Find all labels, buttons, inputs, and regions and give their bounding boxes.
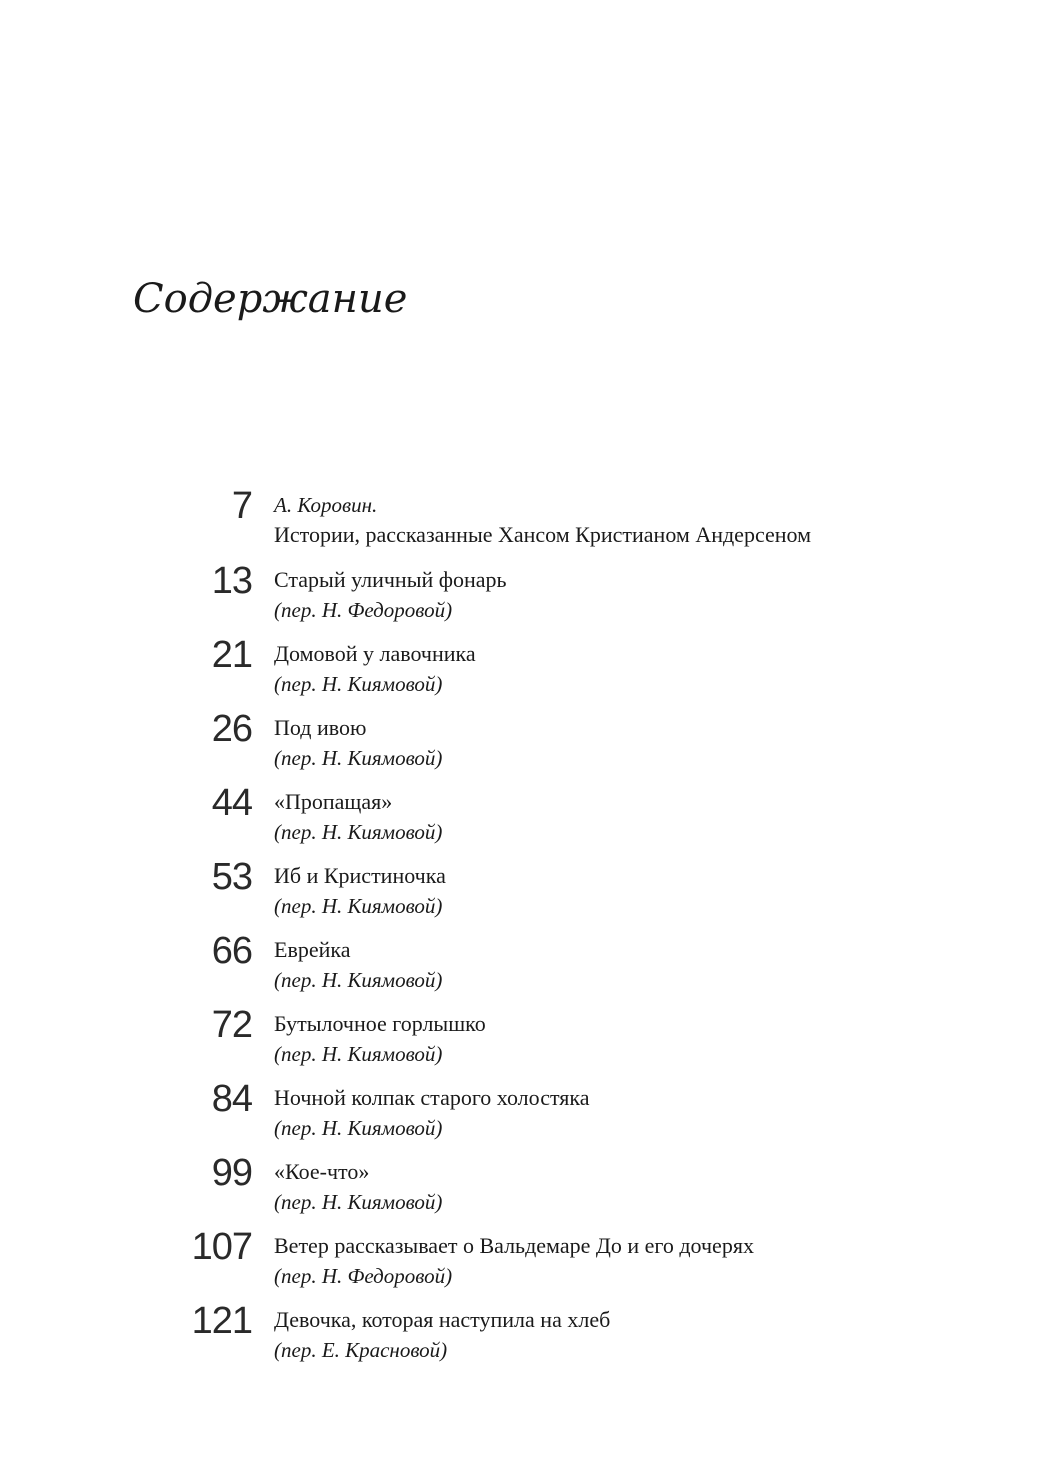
toc-title: Ветер рассказывает о Вальдемаре До и его дочерях <box>274 1233 754 1258</box>
page-title: Содержание <box>133 276 408 322</box>
toc-translator: (пер. Н. Федоровой) <box>274 598 453 622</box>
toc-title: Еврейка <box>274 937 351 962</box>
toc-page-number: 84 <box>211 1078 252 1120</box>
toc-translator: (пер. Н. Киямовой) <box>274 1042 443 1066</box>
toc-page-number: 121 <box>191 1300 252 1342</box>
toc-entry[interactable] <box>0 485 1040 560</box>
toc-title: «Пропащая» <box>274 789 393 814</box>
toc-title: Старый уличный фонарь <box>274 567 507 592</box>
toc-entry[interactable] <box>0 1300 1040 1375</box>
toc-page-number: 13 <box>211 560 252 602</box>
toc-entry[interactable] <box>0 856 1040 931</box>
toc-title: Домовой у лавочника <box>274 641 476 666</box>
toc-title: Иб и Кристиночка <box>274 863 446 888</box>
toc-page-number: 66 <box>211 930 252 972</box>
toc-translator: (пер. Н. Киямовой) <box>274 968 443 992</box>
toc-translator: (пер. Н. Киямовой) <box>274 672 443 696</box>
toc-page-number: 107 <box>191 1226 252 1268</box>
toc-translator: (пер. Н. Киямовой) <box>274 1190 443 1214</box>
toc-entry[interactable] <box>0 1226 1040 1301</box>
toc-title: Бутылочное горлышко <box>274 1011 486 1036</box>
toc-page-number: 44 <box>211 782 252 824</box>
toc-title: Девочка, которая наступила на хлеб <box>274 1307 611 1332</box>
toc-translator: (пер. Н. Федоровой) <box>274 1264 453 1288</box>
toc-title: «Кое-что» <box>274 1159 370 1184</box>
toc-page-number: 53 <box>211 856 252 898</box>
toc-entry[interactable] <box>0 708 1040 783</box>
toc-translator: (пер. Н. Киямовой) <box>274 820 443 844</box>
toc-entry[interactable] <box>0 560 1040 635</box>
toc-page-number: 72 <box>211 1004 252 1046</box>
toc-page-number: 7 <box>231 485 252 527</box>
toc-page-number: 26 <box>211 708 252 750</box>
toc-page-number: 99 <box>211 1152 252 1194</box>
toc-page-number: 21 <box>211 634 252 676</box>
toc-entry[interactable] <box>0 1004 1040 1079</box>
toc-entry[interactable] <box>0 634 1040 709</box>
toc-translator: (пер. Н. Киямовой) <box>274 1116 443 1140</box>
toc-author: А. Коровин. <box>274 493 378 517</box>
toc-title: Ночной колпак старого холостяка <box>274 1085 590 1110</box>
toc-translator: (пер. Н. Киямовой) <box>274 894 443 918</box>
toc-entry[interactable] <box>0 930 1040 1005</box>
toc-entry[interactable] <box>0 1078 1040 1153</box>
toc-translator: (пер. Н. Киямовой) <box>274 746 443 770</box>
toc-translator: (пер. Е. Красновой) <box>274 1338 448 1362</box>
toc-entry[interactable] <box>0 782 1040 857</box>
toc-title: Истории, рассказанные Хансом Кристианом Андерсеном <box>274 522 812 547</box>
toc-title: Под ивою <box>274 715 367 740</box>
toc-entry[interactable] <box>0 1152 1040 1227</box>
